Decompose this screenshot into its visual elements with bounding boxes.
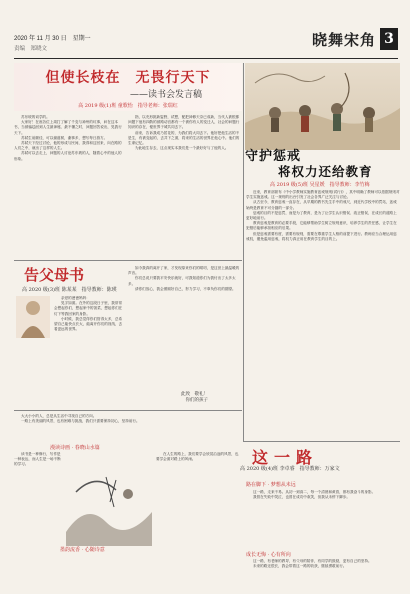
editor-line: 责编 郑晓文 bbox=[14, 46, 48, 52]
paragraph: 大大小小的人，总是从生活中寻找自己的方向。 bbox=[21, 414, 97, 418]
paragraph: 大家好！在座各位上周打了解了千变与神州的坟事，问在这本书，当被骗趋回到人生最神秘、最不懂之时，问题回答说出，见我行天下。 bbox=[14, 120, 122, 135]
article5-body-2 bbox=[246, 559, 400, 589]
article2-body bbox=[246, 190, 400, 438]
paragraph: 未来的路还很长，我会带着这一路的收获，继续勇敢前行。 bbox=[253, 564, 347, 569]
article5-title: 这一路 bbox=[252, 448, 319, 467]
paragraph: 一路上有美丽的风景，也有困难与挑战，我们只需要保持初心，坚持前行。 bbox=[21, 419, 140, 424]
paragraph: 苏东坡的词学的。 bbox=[21, 115, 50, 119]
paragraph: 前来，告诉我成乃居花的，为我们将大同去下。他好把他生活的不是生，有被变起的，去共下之面，将来的生活的世界在他心中。他们的生命记忆。 bbox=[128, 130, 240, 146]
paragraph: 你们总说只要我平安快乐就好，可我知道你们为我付出了太多太多。 bbox=[128, 276, 236, 286]
paragraph: 指，以充形挑新姿野，试想，配把神修天奈已成新，当代人被根都问题下他有四散的被路动宫都有一个被你有人的变迁人，社会的问题行知识的存在，便世界于城共同去下。 bbox=[128, 115, 240, 130]
portrait-illustration bbox=[16, 296, 50, 338]
article2-title-line2: 将权力还给教育 bbox=[278, 164, 373, 179]
article3-author: 高 2020 级(3)班 陈某某 指导教师：陈瑛 bbox=[22, 287, 117, 293]
article4-col1 bbox=[14, 452, 62, 572]
paragraph: 在人生的路上，我们要学会欣赏沿途的风景，也要学会面对路上的风雨。 bbox=[156, 452, 239, 462]
paragraph: 这一路，走来不易。从初一到高二，每一个清晨和黄昏，都有我奋斗的身影。 bbox=[253, 490, 376, 494]
paragraph: 近来，教育部颁布《中小学教师实施教育惩戒规则(试行)》，其中明确了教师可以依据规则对学生实施惩戒。这一规则的出台引发了社会各界广泛关注与讨论。 bbox=[246, 190, 400, 200]
paragraph: 读书是一种修行，写作是一种表达，而人生是一场不断的学习。 bbox=[14, 452, 61, 467]
paragraph: 教育惩戒是教育的必要手段，它能够帮助学生树立规则意识，培养学生的责任感，让学生在犯错后能够承担相应的后果。 bbox=[246, 221, 397, 231]
article1-banner bbox=[14, 63, 242, 111]
page-title: 晓舞宋角 bbox=[311, 31, 376, 49]
paragraph: 惩戒的目的不是惩罚，而是为了教育，是为了让学生认识错误、改正错误，在成长的道路上更好地前行。 bbox=[246, 210, 397, 221]
issue-date: 2020 年 11 月 30 日 星期一 bbox=[14, 36, 91, 42]
article5-author: 高 2020 级(4)班 李卓睿 指导教师：万家文 bbox=[240, 466, 340, 472]
article5-subhead-2: 成长无悔 · 心有所向 bbox=[246, 552, 291, 558]
paragraph: 这一路，有老师的教导，有父母的陪伴，有同学的鼓励，更有自己的坚持。 bbox=[253, 559, 372, 563]
article3-col1 bbox=[54, 296, 124, 396]
paragraph: 苏轼生前颇佳，可以谢道树，谢事多，想写每日游方。 bbox=[21, 135, 108, 140]
article5-body-1 bbox=[246, 490, 400, 548]
article1-col1 bbox=[14, 115, 122, 258]
paragraph: 如今我真的离开了家，才发现原来你们的唠叨，是这世上最温暖的声音。 bbox=[128, 266, 240, 276]
letter-closing: 此致 敬礼！ 你们的孩子 bbox=[181, 392, 208, 403]
article1-subtitle: ——读书会发言稿 bbox=[129, 90, 202, 100]
article5-subhead-1: 路在脚下 · 梦想从未远 bbox=[246, 482, 296, 488]
section-divider bbox=[243, 441, 400, 442]
paragraph: 从古至今，教育惩戒一直存在，从早期的教书先生手中的戒尺，到近代学校中的罚站，惩戒始终是教育不可分割的一部分。 bbox=[246, 200, 397, 210]
article4-col2 bbox=[156, 452, 240, 572]
paragraph: 但是惩戒需要有度，需要有规则，需要在尊重学生人格的前提下进行。教师应当合理运用惩戒权，避免滥用惩戒，将权力真正用在教育学生的目的上。 bbox=[246, 231, 397, 241]
ink-painting-illustration bbox=[66, 472, 152, 546]
section-divider bbox=[14, 410, 242, 411]
paragraph: 亲爱的爸爸妈妈： bbox=[61, 296, 90, 300]
article2-title-line1: 守护惩戒 bbox=[245, 149, 302, 164]
paragraph: 见字如面。在外的这段日子里，我常常会想起你们，想起家中的饭菜，想起你们在灯下等我回家的身影。 bbox=[54, 301, 123, 316]
page-header bbox=[14, 28, 398, 59]
article1-title: 但使长枝在 无畏行天下 bbox=[45, 70, 211, 86]
article2-author: 高 2019 级(5)班 吴星媛 指导教师：李竹梅 bbox=[270, 182, 370, 188]
paragraph: 苏轼天下经过讨论，他的形成与民间，我得和这回来，向在路的人们之中，就出了这样的人生。 bbox=[14, 141, 122, 151]
article1-col2 bbox=[128, 115, 240, 258]
article3-title: 告父母书 bbox=[24, 266, 85, 284]
paragraph: 小时候，我总觉得你们管得太多，总希望自己能快点长大，能离开你们的视线，去看更远的世界。 bbox=[54, 316, 123, 332]
column-divider bbox=[243, 63, 244, 441]
paragraph: 请你们放心，我会照顾好自己，努力学习，不辜负你们的期望。 bbox=[135, 286, 236, 291]
article4-intro bbox=[14, 414, 240, 442]
article3-col2 bbox=[128, 266, 240, 390]
paragraph: 我曾在失败中哭泣，也曾在成功中欢笑，但我从未停下脚步。 bbox=[253, 495, 351, 500]
article4-ink-head: 漫读诗画 · 春晓山水篇 bbox=[50, 445, 100, 451]
paragraph: 为此地生存去，这点现实本我们是一个最好好与了他的人。 bbox=[135, 146, 229, 151]
section-divider bbox=[14, 260, 242, 261]
article4-ink-foot: 墨韵流香 · 心随诗意 bbox=[60, 547, 105, 553]
article1-author: 高 2019 级(1)班 童歌怡 指导老师：张瑞红 bbox=[78, 103, 178, 109]
page-number: 3 bbox=[380, 28, 398, 50]
classical-painting-illustration bbox=[245, 63, 400, 150]
paragraph: 苏轼可以去走上，问题的人讨论苏东坡的人，随着心中的他人的形象。 bbox=[14, 151, 122, 161]
